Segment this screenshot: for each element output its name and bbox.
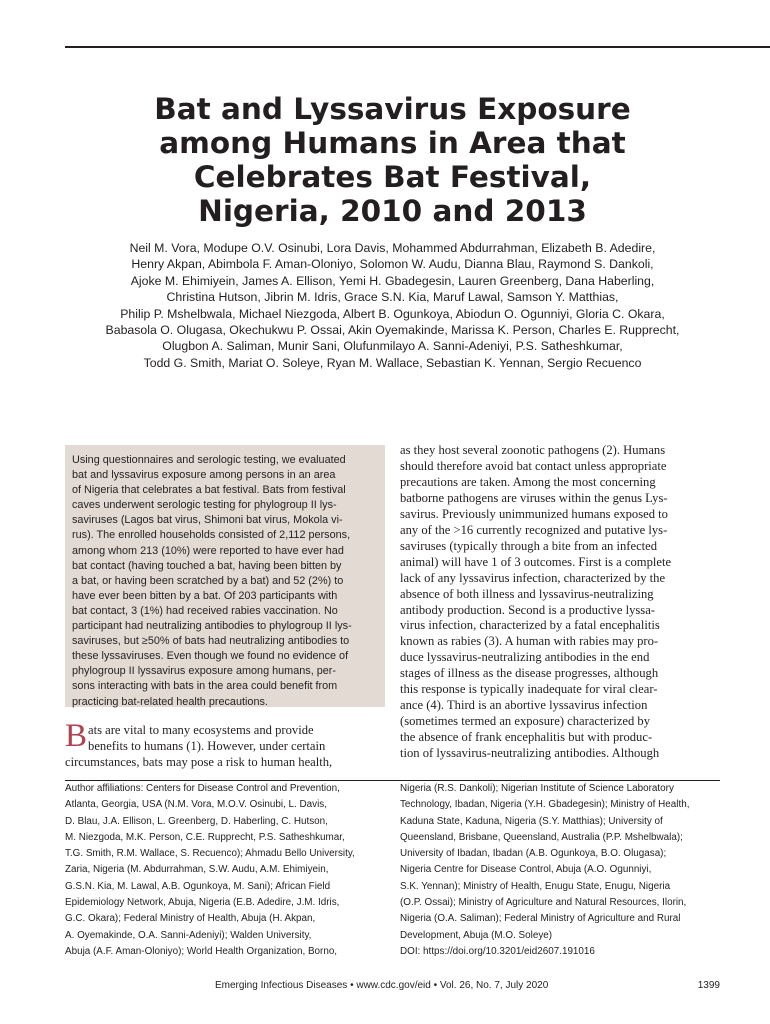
body-line: this response is typically inadequate for viral clear- xyxy=(400,682,658,697)
affiliation-line: D. Blau, J.A. Ellison, L. Greenberg, D. Haberling, C. Hutson, xyxy=(65,815,328,827)
affiliation-line: Development, Abuja (M.O. Soleye) xyxy=(400,929,553,941)
affiliation-line: University of Ibadan, Ibadan (A.B. Ogunkoya, B.O. Olugasa); xyxy=(400,848,667,860)
body-text-right xyxy=(400,443,722,762)
author-line: Todd G. Smith, Mariat O. Soleye, Ryan M. Wallace, Sebastian K. Yennan, Sergio Recuenco xyxy=(143,355,642,370)
affiliation-line: Atlanta, Georgia, USA (N.M. Vora, M.O.V. Osinubi, L. Davis, xyxy=(65,799,327,811)
body-line: benefits to humans (1). However, under certain xyxy=(88,739,326,753)
title-line: Bat and Lyssavirus Exposure xyxy=(154,92,631,126)
affiliation-line: Nigeria (O.A. Saliman); Federal Ministry of Agriculture and Rural xyxy=(400,913,681,925)
header-rule xyxy=(65,46,770,48)
body-line: precautions are taken. Among the most concerning xyxy=(400,474,656,489)
author-list xyxy=(65,240,720,371)
abstract-line: Using questionnaires and serologic testing, we evaluated xyxy=(72,454,346,466)
page-number: 1399 xyxy=(697,980,720,991)
affiliation-line: Nigeria Centre for Disease Control, Abuja (A.O. Ogunniyi, xyxy=(400,864,652,876)
body-line: known as rabies (3). A human with rabies may pro- xyxy=(400,634,659,649)
body-line: should therefore avoid bat contact unless appropriate xyxy=(400,458,667,473)
article-title xyxy=(65,92,720,228)
abstract-line: practicing bat-related health precautions. xyxy=(72,695,268,708)
affiliation-line: M. Niezgoda, M.K. Person, C.E. Rupprecht, P.S. Satheshkumar, xyxy=(65,831,345,843)
body-line: virus infection, characterized by a fatal encephalitis xyxy=(400,618,660,633)
journal-citation: Emerging Infectious Diseases • www.cdc.gov/eid • Vol. 26, No. 7, July 2020 xyxy=(215,980,549,991)
author-line: Ajoke M. Ehimiyein, James A. Ellison, Yemi H. Gbadegesin, Lauren Greenberg, Dana Haberling, xyxy=(130,273,655,288)
author-line: Henry Akpan, Abimbola F. Aman-Oloniyo, Solomon W. Audu, Dianna Blau, Raymond S. Dankoli, xyxy=(131,257,654,272)
affiliation-line: T.G. Smith, R.M. Wallace, S. Recuenco); Ahmadu Bello University, xyxy=(65,848,355,860)
abstract-line: phylogroup II lyssavirus exposure among humans, per- xyxy=(72,665,336,678)
body-line: (sometimes termed an exposure) characterized by xyxy=(400,714,651,729)
affiliation-line: Nigeria (R.S. Dankoli); Nigerian Institute of Science Laboratory xyxy=(400,783,674,794)
body-line: savirus. Previously unimmunized humans exposed to xyxy=(400,506,668,521)
abstract-line: caves underwent serologic testing for phylogroup II lys- xyxy=(72,499,337,512)
body-line: duce lyssavirus-neutralizing antibodies in the end xyxy=(400,650,650,665)
abstract-line: rus). The enrolled households consisted of 2,112 persons, xyxy=(72,529,351,542)
body-line: saviruses (typically through a bite from an infected xyxy=(400,538,658,553)
abstract-line: bat contact, 3 (1%) had received rabies vaccination. No xyxy=(72,604,338,617)
author-line: Olugbon A. Saliman, Munir Sani, Olufunmilayo A. Sanni-Adeniyi, P.S. Satheshkumar, xyxy=(162,339,623,354)
affiliation-line: Zaria, Nigeria (M. Abdurrahman, S.W. Audu, A.M. Ehimiyein, xyxy=(65,864,329,876)
body-line: animal) will have 1 of 3 outcomes. First is a complete xyxy=(400,554,672,569)
body-line: the absence of frank encephalitis but with produc- xyxy=(400,730,653,745)
title-line: Celebrates Bat Festival, xyxy=(193,160,592,194)
body-line: ats are vital to many ecosystems and provide xyxy=(88,723,314,737)
body-line: as they host several zoonotic pathogens (2). Humans xyxy=(400,443,666,457)
author-affiliations-right xyxy=(400,781,722,960)
affiliation-line: Abuja (A.F. Aman-Oloniyo); World Health Organization, Borno, xyxy=(65,945,338,957)
abstract-line: a bat, or having been scratched by a bat) and 52 (2%) to xyxy=(72,574,344,587)
abstract-line: bat contact (having touched a bat, having been bitten by xyxy=(72,559,342,572)
affiliation-line: G.C. Okara); Federal Ministry of Health, Abuja (H. Akpan, xyxy=(65,913,316,925)
abstract-line: participant had neutralizing antibodies to phylogroup II lys- xyxy=(72,620,352,633)
body-line: ance (4). Third is an abortive lyssavirus infection xyxy=(400,698,648,713)
author-line: Babasola O. Olugasa, Okechukwu P. Ossai, Akin Oyemakinde, Marissa K. Person, Charles E. Rupprecht, xyxy=(105,323,680,338)
abstract xyxy=(65,445,385,707)
body-line: lack of any lyssavirus infection, characterized by the xyxy=(400,570,666,585)
body-line: stages of illness as the disease progresses, although xyxy=(400,666,659,681)
title-line: Nigeria, 2010 and 2013 xyxy=(198,194,587,228)
affiliation-line: Queensland, Brisbane, Queensland, Australia (P.P. Mshelbwala); xyxy=(400,831,683,843)
body-text-left xyxy=(65,718,385,770)
abstract-line: these lyssaviruses. Even though we found no evidence of xyxy=(72,650,349,663)
abstract-line: of Nigeria that celebrates a bat festival. Bats from festival xyxy=(72,484,346,497)
body-line: any of the >16 currently recognized and putative lys- xyxy=(400,522,668,537)
author-line: Philip P. Mshelbwala, Michael Niezgoda, Albert B. Ogunkoya, Abiodun O. Ogunniyi, Gloria C. Okara, xyxy=(120,306,665,321)
abstract-line: among whom 213 (10%) were reported to have ever had xyxy=(72,544,344,557)
affiliation-line: S.K. Yennan); Ministry of Health, Enugu State, Enugu, Nigeria xyxy=(400,880,671,892)
abstract-line: have ever been bitten by a bat. Of 203 participants with xyxy=(72,589,338,602)
abstract-line: saviruses (Lagos bat virus, Shimoni bat virus, Mokola vi- xyxy=(72,514,343,527)
doi-link[interactable]: DOI: https://doi.org/10.3201/eid2607.191016 xyxy=(400,945,595,957)
affiliation-line: G.S.N. Kia, M. Lawal, A.B. Ogunkoya, M. Sani); African Field xyxy=(65,880,331,892)
author-affiliations-left xyxy=(65,781,385,960)
affiliation-line: (O.P. Ossai); Ministry of Agriculture and Natural Resources, Ilorin, xyxy=(400,897,687,909)
affiliation-line: Technology, Ibadan, Nigeria (Y.H. Gbadegesin); Ministry of Health, xyxy=(400,799,690,811)
affiliation-line: Author affiliations: Centers for Disease Control and Prevention, xyxy=(65,783,340,794)
affiliation-line: A. Oyemakinde, O.A. Sanni-Adeniyi); Walden University, xyxy=(65,929,312,941)
body-line: antibody production. Second is a productive lyssa- xyxy=(400,602,655,617)
author-line: Neil M. Vora, Modupe O.V. Osinubi, Lora Davis, Mohammed Abdurrahman, Elizabeth B. Adedire, xyxy=(129,241,656,255)
abstract-line: sons interacting with bats in the area could benefit from xyxy=(72,680,338,693)
abstract-line: saviruses, but ≥50% of bats had neutralizing antibodies to xyxy=(72,635,350,648)
body-line: batborne pathogens are viruses within the genus Lys- xyxy=(400,490,668,505)
drop-cap: B xyxy=(65,718,88,754)
body-line: tion of lyssavirus-neutralizing antibodies. Although xyxy=(400,746,660,761)
title-line: among Humans in Area that xyxy=(159,126,626,160)
author-line: Christina Hutson, Jibrin M. Idris, Grace S.N. Kia, Maruf Lawal, Samson Y. Matthias, xyxy=(166,290,619,305)
body-line: circumstances, bats may pose a risk to human health, xyxy=(65,755,333,769)
affiliation-line: Kaduna State, Kaduna, Nigeria (S.Y. Matthias); University of xyxy=(400,815,663,827)
affiliation-line: Epidemiology Network, Abuja, Nigeria (E.B. Adedire, J.M. Idris, xyxy=(65,897,340,909)
abstract-line: bat and lyssavirus exposure among persons in an area xyxy=(72,469,336,482)
body-line: absence of both illness and lyssavirus-neutralizing xyxy=(400,586,654,601)
